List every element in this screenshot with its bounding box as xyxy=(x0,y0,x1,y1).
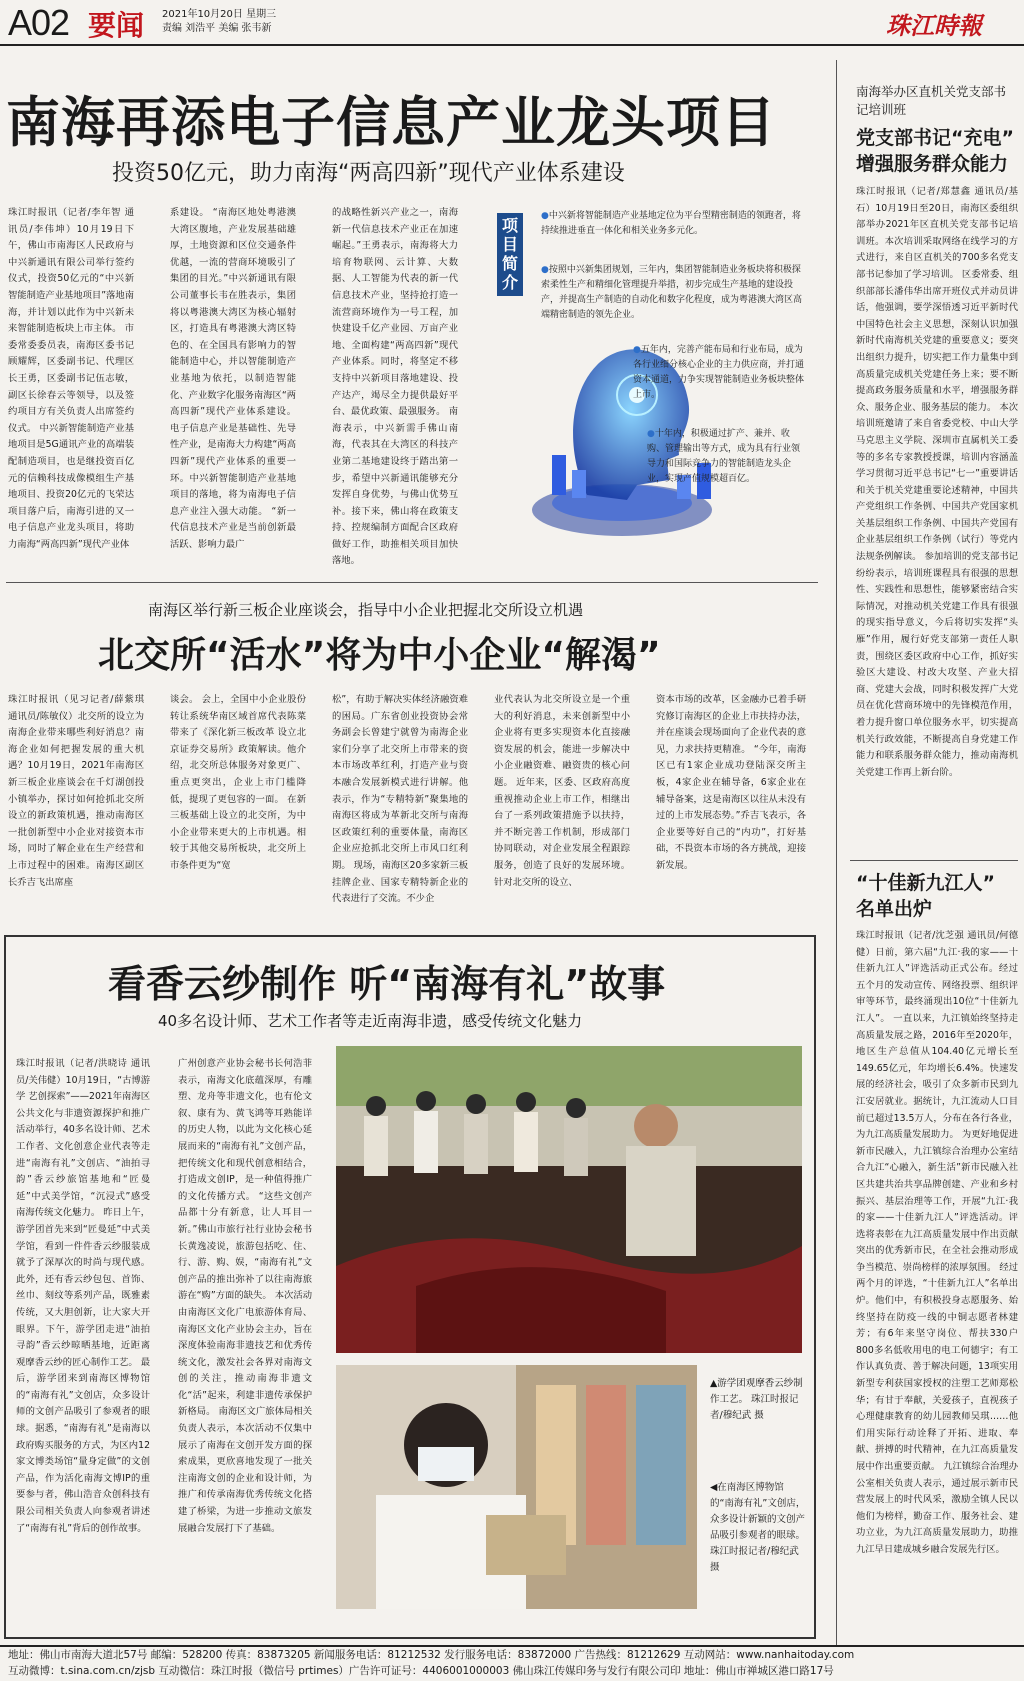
story2-headline: 北交所“活水”将为中小企业“解渴” xyxy=(98,635,661,676)
section-title: 要闻 xyxy=(88,9,145,42)
story1-subheadline: 投资50亿元，助力南海“两高四新”现代产业体系建设 xyxy=(112,161,625,186)
shop-photo xyxy=(336,1365,697,1609)
footer xyxy=(0,1645,1024,1681)
masthead xyxy=(0,0,1024,46)
story2-column-2: 谈会。 会上，全国中小企业股份转让系统华南区域首席代表陈菜带来了《深化新三板改革 设立北京证券交易所》政策解读。他介绍，北交所总体服务对象更广、重点更突出，企业上市门槛降低，提现了更包容的一面。 在新三板基础上设立的北交所，为中小企业带来更大的上市机遇。相较于其他交易所板块，北交所上市条件更为“宽 xyxy=(170,694,306,871)
digital-head-illustration xyxy=(527,305,747,545)
photo-xiangyunsha-workshop xyxy=(336,1046,802,1353)
dateline xyxy=(162,8,276,36)
project-intro-label: 项目简介 xyxy=(497,213,523,296)
project-item-3: ●五年内，完善产能布局和行业布局，成为各行业细分核心企业的主力供应商，并打通资本通道，力争实现智能制造业务板块整体上市。 xyxy=(633,345,805,400)
project-intro-panel xyxy=(497,205,805,557)
story1-column-2: 系建设。 “南海区地处粤港澳大湾区腹地，产业发展基础雄厚，土地资源和区位交通条件优越，一流的营商环境吸引了集团的目光。”中兴新通讯有限公司董事长韦在胜表示，集团将以粤港澳大湾区为核心辐射区，打造具有粤港澳大湾区特色的、在全国具有影响力的智能制造中心，并以智能制造产业基地为依托，以制造智能化、产业数字化服务南海区“两高四新”现代产业体系建设。 电子信息产业是基础性、先导性产业，是南海大力构建“两高四新”现代产业体系的重要一环。中兴新智能制造产业基地项目的落地，将为南海电子信息产业注入强大动能。 “新一代信息技术产业是当前创新最活跃、影响力最广 xyxy=(170,207,296,550)
story2-column-3: 松”，有助于解决实体经济融资难的困局。广东省创业投资协会常务副会长曾建宁就曾为南海企业家们分享了北交所上市带来的资本市场改革红利，打造产业与资本融合发展新模式进行讲解。他表示，作为“专精特新”聚集地的南海区将成为革新北交所与南海区政策红利的重要体量，南海区企业应抢抓北交所上市风口红利期。 现场，南海区20多家新三板挂牌企业、国家专精特新企业的代表进行了交流。不少企 xyxy=(332,694,468,905)
bullet-icon: ● xyxy=(541,211,549,221)
right-story1-body: 珠江时报讯（记者/郑慧鑫 通讯员/基石）10月19日至20日，南海区委组织部举办2021年区直机关党支部书记培训班。本次培训采取网络在线学习的方式进行，来自区直机关的700多名党支部书记参加了学习培训。 区委常委、组织部部长潘伟华出席开班仪式并动员讲话，他强调，要学深悟透习近平新时代中国特色社会主义思想，深刻认识加强新时代南海机关党建的重要意义；要突出组织力提升，切实把工作力量集中到高质量完成机关党建任务上来；要不断提高政务服务质量和水平，增强服务群众、服务企业、服务基层的能力。 本次培训班邀请了来自省委党校、中山大学马克思主义学院、深圳市直属机关工委等的多名专家教授授课，培训内容涵盖学习贯彻习近平总书记“七一”重要讲话和关于机关党建重要论述精神，中国共产党组织工作条例、中国共产党国家机关基层组织工作条例、中国共产党国有企业基层组织工作条例（试行）等党内法规条例解读。 参加培训的党支部书记纷纷表示，培训班课程具有很强的思想性、实践性和思想性，能够紧密结合实际情况，对推动机关党建工作具有很强的现实指导意义，今后将切实发挥“头雁”作用，履行好党支部第一责任人职责，围绕区委区政府中心工作，抓好实验区大建设、村改大攻坚、产业大招商、党建大会战，同时积极发挥广大党员在优化营商环境中的先锋模范作用，着力提升窗口单位服务水平，切实提高机关行政效能，不断提高自身党建工作能力和联系服务群众能力，推动南海机关党建工作再上新台阶。 xyxy=(856,186,1018,778)
right-story1-headline: 党支部书记“充电” 增强服务群众能力 xyxy=(856,127,1014,175)
project-item-1: ●中兴新将智能制造产业基地定位为平台型精密制造的领跑者，将持续推进垂直一体化和相关业务多元化。 xyxy=(541,211,801,236)
issue-date: 2021年10月20日 星期三 xyxy=(162,9,277,20)
photo2-caption: ◀在南海区博物馆的“南海有礼”文创店，众多设计新颖的文创产品吸引参观者的眼球。 珠江时报记者/穆纪武 摄 xyxy=(710,1482,806,1573)
story2-column-5: 资本市场的改革，区金融办已着手研究修订南海区的企业上市扶持办法，并在座谈会现场面向了企业代表的意见，力求扶持更精准。 “今年，南海区已有1家企业成功登陆深交所主板，4家企业在辅导备，6家企业在辅导备案，这是南海区以往从未没有过的上市发展态势。”乔吉飞表示，各企业要等好自己的“内功”，打好基础，不畏资本市场的各方挑战，迎接新发展。 xyxy=(656,694,806,871)
story-divider xyxy=(6,582,818,583)
bullet-icon: ● xyxy=(633,345,641,355)
story3-column-2: 广州创意产业协会秘书长何浩菲表示，南海文化底蕴深厚，有雕塑、龙舟等非遗文化，也有伦文叙、康有为、黄飞鸿等耳熟能详的历史人物，以此为文化核心延展而来的“南海有礼”文创产品，把传统文化和现代创意相结合，打造成文创IP，是一种值得推广的文化传播方式。 “这些文创产品都十分有新意，让人耳目一新。”佛山市旅行社行业协会秘书长黄逸凌说，旅游包括吃、住、行、游、购、娱，“南海有礼”文创产品的推出弥补了以往南海旅游在“购”方面的缺失。 本次活动由南海区文化广电旅游体育局、南海区文化产业协会主办，旨在深度体验南海非遗技艺和优秀传统文化，激发社会各界对南海文创的关注，推动南海非遗文化“活”起来，利建非遗传承保护新格局。 南海区文广旅体局相关负责人表示，本次活动不仅集中展示了南海在文创开发方面的探索成果，更欣喜地发现了一批关注南海文创的企业和设计师，为推广和传承南海优秀传统文化搭建了桥梁，为进一步推动文旅发展融合发展打下了基础。 xyxy=(178,1058,312,1534)
right-column-divider xyxy=(836,60,837,1645)
right-divider xyxy=(850,860,1018,861)
story1-column-3: 的战略性新兴产业之一，南海新一代信息技术产业正在加速崛起。”王勇表示，南海将大力培育物联网、云计算、大数据、人工智能为代表的新一代信息技术产业，坚持抢打造一流营商环境作为一号工程，加快建设千亿产业园、万亩产业地、全面构建“两高四新”现代产业体系。同时，将坚定不移支持中兴新项目落地建设、投产达产，竭尽全力提供最好平台、最优政策、最强服务。 南海表示，中兴新需手佛山南海，代表其在大湾区的科技产业第二基地建设终于踏出第一步，希望中兴新通讯能够充分发挥自身优势，与佛山优势互补。接下来，佛山将在政策支持、控规编制方面配合区政府做好工作，助推相关项目加快落地。 xyxy=(332,207,458,567)
footer-line-2: 互动微博：t.sina.com.cn/zjsb 互动微信：珠江时报（微信号 prtimes）广告许可证号：4406001000003 佛山珠江传媒印务与发行有限公司印 地址：佛山市禅城区港口路17号 xyxy=(8,1665,834,1677)
editors-credit: 责编 刘浩平 美编 张韦新 xyxy=(162,23,272,34)
story3-subheadline: 40多名设计师、艺术工作者等走近南海非遗，感受传统文化魅力 xyxy=(158,1012,583,1030)
right-story2-headline: “十佳新九江人” 名单出炉 xyxy=(856,872,995,920)
page-number: A02 xyxy=(8,2,70,43)
story1-headline: 南海再添电子信息产业龙头项目 xyxy=(6,91,776,154)
story3-column-1: 珠江时报讯（记者/洪晓诗 通讯员/关伟健）10月19日，“古博游学 艺创探索”——2021年南海区公共文化与非遗资源探护和推广活动举行，40多名设计师、艺术工作者、文化创意企业代表等走进“南海有礼”文创店、“油拍寻韵”香云纱旅馆基地和“匠曼延”中式美学馆，“沉浸式”感受南海传统文化魅力。 昨日上午，游学团首先来到“匠曼延”中式美学馆，看到一件件香云纱服装成就予了深厚次的时尚与现代感。此外，还有香云纱包包、首饰、丝巾、刻纹等系列产品，既雅素传统，又大胆创新，让大家大开眼界。下午，游学团走进“油拍寻韵”香云纱晾晒基地，近距离观摩香云纱的匠心制作工艺。 最后，游学团来到南海区博物馆的“南海有礼”文创店，众多设计师的文创产品吸引了参观者的眼球。据悉，“南海有礼”是南海以政府购买服务的方式，为区内12家文博类场馆“量身定做”的文创产品，作为活化南海文博IP的重要参与者，佛山浩音众创科技有限公司相关负责人向参观者讲述了“南海有礼”背后的创作故事。 xyxy=(16,1058,150,1534)
project-item-2: ●按照中兴新集团规划，三年内，集团智能制造业务板块将积极探索柔性生产和精细化管理提升举措，初步完成生产基地的建设投产，并提高生产制造的自动化和数字化程度，成为粤港澳大湾区高端精密制造的领先企业。 xyxy=(541,265,803,320)
newspaper-logo: 珠江時報 xyxy=(886,11,982,40)
workshop-photo xyxy=(336,1046,802,1353)
story2-column-1: 珠江时报讯（见习记者/薛紫琪 通讯员/陈敏仪）北交所的设立为南海企业带来哪些利好消息？南海企业如何把握发展的重大机遇？10月19日，2021年南海区新三板企业座谈会在千灯湖创投小镇举办，探讨如何抢抓北交所设立的新政策机遇，推动南海区一批创新型中小企业对接资本市场，同时了解企业在生产经营和上市过程中的困难。南海区副区长乔吉飞出席座 xyxy=(8,694,144,888)
bullet-icon: ● xyxy=(647,429,655,439)
footer-line-1: 地址：佛山市南海大道北57号 邮编：528200 传真：83873205 新闻服务电话：81212532 发行服务电话：83872000 广告热线：81212629 互动网站：www.nanhaitoday.com xyxy=(8,1649,855,1661)
story2-column-4: 业代表认为北交所设立是一个重大的利好消息，未来创新型中小企业将有更多实现资本化直接融资发展的机会，能进一步解决中小企业融资难、融资贵的核心问题。 近年来，区委、区政府高度重视推动企业上市工作，相继出台了一系列政策措施予以扶持，并不断完善工作机制，形成部门协同联动，对企业发展全程跟踪服务，创造了良好的发展环境。针对北交所的设立、 xyxy=(494,694,630,888)
right-story2-body: 珠江时报讯（记者/沈芝强 通讯员/何德健）日前，第六届“九江·我的家——十佳新九江人”评选活动正式公布。经过五个月的发动宣传、网络投票、组织评审等环节，最终涌现出10位“十佳新九江人”。 一直以来，九江镇始终坚持走高质量发展之路，2016年至2020年，地区生产总值从104.40亿元增长至149.65亿元，年均增长6.4%。快速发展的经济社会，吸引了众多新市民到九江安居就业。据统计，九江流动人口目前已超过13.5万人，分布在各行各业，为九江高质量发展助力。 为更好地促进新市民融入，九江镇综合治理办公室结合九江“心融入，新生活”新市民融入社区共建共治共享品牌创建、产业和乡村振兴、基层治理等工作，开展“九江·我的家——十佳新九江人”评选活动。评选将表彰在九江高质量发展中作出贡献突出的优秀新市民，在全社会推动形成争当模范、崇尚榜样的浓厚氛围。 经过两个月的评选，“十佳新九江人”名单出炉。他们中，有积极投身志愿服务、始终坚持在防疫一线的中铜志愿者林建芳；有6年来坚守岗位、帮扶330户800多名低收用电的电工何德宇；有工作认真负责、善于解决问题，13项实用新型专利获国家授权的注塑工艺师郑松华；有甘于奉献，关爱孩子，直视孩子心理健康教育的幼儿园教师吴琪……他们用实际行动诠释了开拓、进取、奉献、拼搏的时代精神，在九江高质量发展中作出重要贡献。 九江镇综合治理办公室相关负责人表示，通过展示新市民营发展上的时代风采，激励全镇人民以他们为榜样，勤奋工作、服务社会、建功立业，为九江高质量发展助力，助推九江早日建成城乡融合发展先行区。 xyxy=(856,930,1018,1555)
story2-kicker: 南海区举行新三板企业座谈会，指导中小企业把握北交所设立机遇 xyxy=(148,601,584,619)
project-item-4: ●十年内，积极通过扩产、兼并、收购、管理输出等方式，成为具有行业领导力和国际竞争力的智能制造龙头企业，实现产值规模超百亿。 xyxy=(647,429,801,484)
right-story1-kicker: 南海举办区直机关党支部书记培训班 xyxy=(856,84,1007,117)
photo-cultural-shop xyxy=(336,1365,697,1609)
story1-column-1: 珠江时报讯（记者/李年智 通讯员/李伟坤）10月19日下午，佛山市南海区人民政府与中兴新通讯有限公司举行签约仪式，投资50亿元的“中兴新智能制造产业基地项目”落地南海，并计划以此作为中兴新未来智能制造板块上市主体。 市委常委委员表，南海区委书记顾耀辉，区委副书记、代理区长王勇，区委副书记伍志敏，副区长徐春云等领导，以及签约项目方有关负责人出席签约仪式。 中兴新智能制造产业基地项目是5G通讯产业的高端装配制造项目，也是继投资百亿元的信赖科技成像模组生产基地项目、投资20亿元的飞荣达项目落户后，南海引进的又一电子信息产业龙头项目，将助力南海“两高四新”现代产业体 xyxy=(8,207,134,550)
story3-headline: 看香云纱制作 听“南海有礼”故事 xyxy=(108,962,666,1006)
bullet-icon: ● xyxy=(541,265,549,275)
photo1-caption: ▲游学团观摩香云纱制作工艺。 珠江时报记者/穆纪武 摄 xyxy=(710,1378,803,1421)
